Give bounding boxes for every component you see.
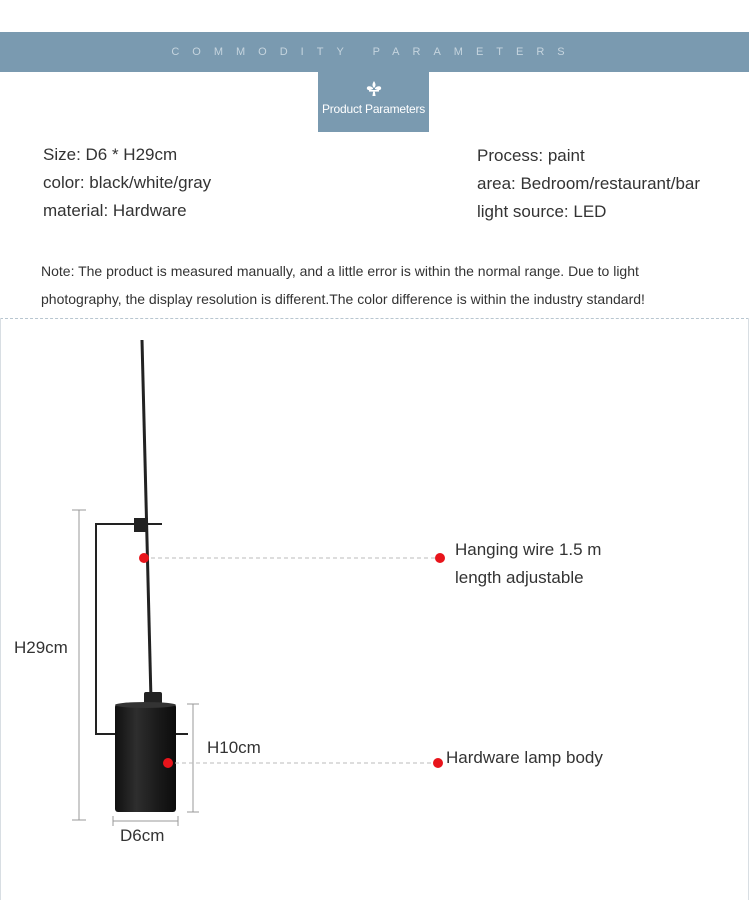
lamp-body xyxy=(115,704,176,812)
parameters-right-column xyxy=(477,142,700,226)
diameter-label: D6cm xyxy=(120,826,165,845)
body-callout-end-dot xyxy=(433,758,443,768)
body-marker-dot xyxy=(163,758,173,768)
wire-label-line-1: Hanging wire 1.5 m xyxy=(455,540,602,559)
param-color: color: black/white/gray xyxy=(43,173,212,192)
note-line-1: Note: The product is measured manually, and a little error is within the normal range. Due to light xyxy=(41,263,639,279)
param-process: Process: paint xyxy=(477,146,585,165)
banner-title: COMMODITY PARAMETERS xyxy=(171,46,578,58)
wire-label-line-2: length adjustable xyxy=(455,568,584,587)
wire-marker-dot xyxy=(139,553,149,563)
parameters-left-column xyxy=(43,141,211,225)
total-height-label: H29cm xyxy=(14,638,68,657)
measurement-note xyxy=(41,257,731,313)
param-size: Size: D6 * H29cm xyxy=(43,145,178,164)
tab-label: Product Parameters xyxy=(321,102,426,116)
lamp-illustration xyxy=(0,318,749,900)
fleur-de-lis-icon xyxy=(364,80,384,98)
lamp-top-rim xyxy=(115,702,176,708)
product-parameters-tab xyxy=(318,72,429,132)
param-light-source: light source: LED xyxy=(477,202,607,221)
note-line-2: photography, the display resolution is different.The color difference is within the industry standard! xyxy=(41,291,645,307)
param-material: material: Hardware xyxy=(43,201,187,220)
body-label: Hardware lamp body xyxy=(446,748,603,767)
body-height-label: H10cm xyxy=(207,738,261,757)
wire-clip xyxy=(134,518,148,532)
param-area: area: Bedroom/restaurant/bar xyxy=(477,174,701,193)
wire-callout-end-dot xyxy=(435,553,445,563)
header-banner xyxy=(0,32,749,72)
